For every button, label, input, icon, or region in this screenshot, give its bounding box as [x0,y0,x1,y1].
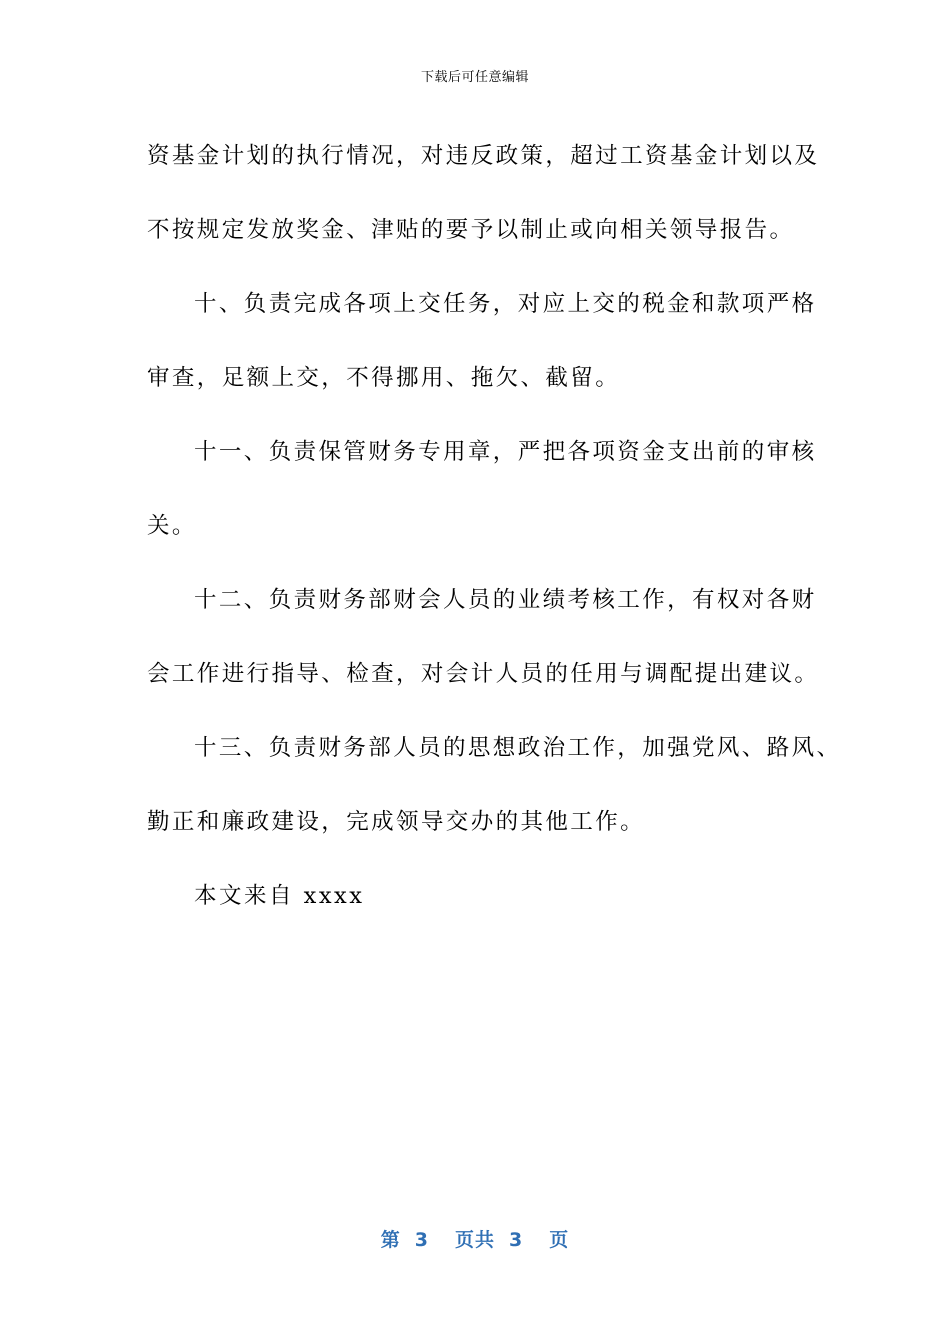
page-footer [0,1225,950,1252]
total-pages-number: 3 [509,1229,524,1251]
text-line: 资基金计划的执行情况，对违反政策，超过工资基金计划以及 [147,143,820,169]
text-line: 勤正和廉政建设，完成领导交办的其他工作。 [147,809,646,835]
header-note: 下载后可任意编辑 [420,70,529,85]
page-label-prefix: 第 [380,1229,401,1251]
document-body [147,119,842,933]
text-line: 会工作进行指导、检查，对会计人员的任用与调配提出建议。 [147,661,820,687]
text-line: 关。 [147,513,197,539]
paragraph-eleven-line: 十一、负责保管财务专用章，严把各项资金支出前的审核 [194,439,817,465]
paragraph-thirteen-line: 十三、负责财务部人员的思想政治工作，加强党风、路风、 [194,735,842,761]
text-line: 不按规定发放奖金、津贴的要予以制止或向相关领导报告。 [147,217,795,243]
paragraph-ten-line: 十、负责完成各项上交任务，对应上交的税金和款项严格 [194,291,817,317]
page-label-mid: 页共 [454,1229,495,1251]
page-label-suffix: 页 [549,1229,570,1251]
text-line: 审查，足额上交，不得挪用、拖欠、截留。 [147,365,621,391]
source-line: 本文来自 xxxx [194,883,365,909]
paragraph-twelve-line: 十二、负责财务部财会人员的业绩考核工作，有权对各财 [194,587,817,613]
current-page-number: 3 [414,1229,429,1251]
